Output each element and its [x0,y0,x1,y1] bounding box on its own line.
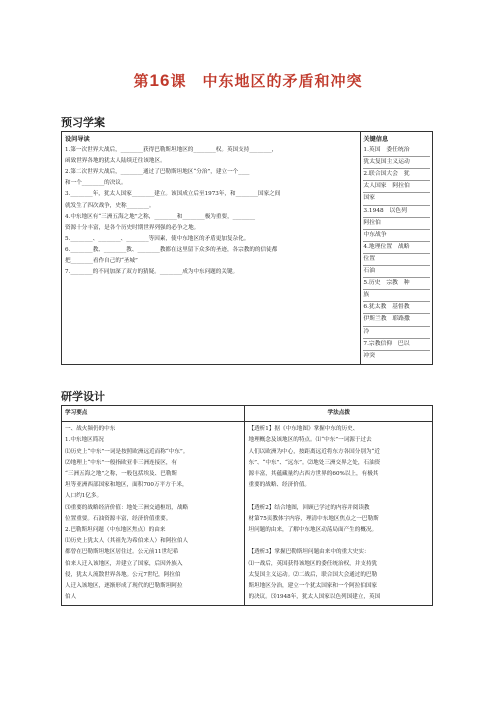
study-point-line: “三洲五海之地”之称，一般包括埃及、巴勒斯 [65,471,178,478]
study-tip-line [248,536,429,547]
study-point-line: ⑵地理上“中东”一般指欧亚非三洲连接区，有 [65,459,178,466]
preview-left-header: 设问导读 [65,136,90,143]
preview-question-line: 就发生了四次战争，史称________。 [65,202,155,209]
study-point-line: 人口约1亿多。 [65,493,103,500]
study-tip-line: 坦问题的由来，了解中东地区动荡局面产生的概况。 [248,527,378,534]
study-tip-line: 人们以欧洲为中心，按距离远近将东方各国分别为“近 [248,448,381,455]
study-table [61,405,433,606]
preview-key-info-line: 石油 [363,266,430,278]
study-right-cell [245,422,433,606]
study-tip-line: 【透析2】结合地图，回顾已学过的内容并阅读教 [248,504,370,511]
preview-question-line: 4.中东地区有“三洲五海之地”之称，________和________极为重要，________ [65,213,256,220]
preview-key-info-line: 太人国家 阿拉伯 [363,181,430,193]
lesson-title [0,70,496,91]
study-point-line: ⑶重要的战略经济价值：地处三洲交通枢纽，战略 [65,504,189,511]
preview-table [61,131,433,365]
preview-key-info-line: 犹太复国主义运动 [363,157,430,169]
preview-right-header: 关键信息 [363,136,389,143]
preview-question-line: 5.________、________、________等因素，使中东地区的矛盾更加复杂化。 [65,235,250,242]
preview-key-info-line: 6.犹太教 基督教 [363,302,430,314]
study-tip-line: 的决议。⑶1948年，犹太人国家以色列国建立，英国 [248,594,381,601]
preview-question-line: 把________看作自己的“圣城” [65,258,138,265]
study-point-line: 位置重要。石油资源丰富，经济价值重要。 [65,515,172,522]
study-right-header: 学法点拨 [245,406,433,422]
section-preview-heading: 预习学案 [61,116,105,129]
title-prefix: 第 [133,72,150,90]
preview-left-body [65,145,357,278]
study-tip-line [248,491,429,502]
preview-right-cell [361,132,433,365]
title-name: 中东地区的矛盾和冲突 [202,72,363,90]
preview-key-info-line: 7.宗教信仰 巴以 [363,339,430,351]
preview-right-body [363,145,430,362]
study-tip-line: 【透析3】掌握巴勒斯坦问题由来中的重大史实： [248,549,370,556]
study-tip-line: 【透析1】据《中东地图》掌握中东的历史、 [248,426,359,433]
preview-question-line: 函致世界各地的犹太人陆续迁往该地区。 [65,158,166,165]
preview-question-line: 1.第一次世界大战后，________获得巴勒斯坦地区的________权。英国支持________， [65,147,278,154]
preview-question-line: 3.________年，犹太人国家________建立。该国成立后至1973年，和________国家之间 [65,191,281,198]
preview-key-info-line: 3.1948 以色列 [363,206,430,218]
study-left-header: 学习要点 [62,406,245,422]
preview-question-line: 7.________的不同加深了双方的猜疑。________成为中东问题的关键。 [65,269,239,276]
preview-key-info-line: 中东战争 [363,230,430,242]
study-point-line: 1.中东地区简况 [65,437,104,444]
preview-question-line: 和一个________的决议。 [65,180,127,187]
preview-key-info-line: 5.历史 宗教 种 [363,278,430,290]
study-tip-line: 太复国主义运动。⑵二战后，联合国大会通过的巴勒 [248,571,378,578]
study-left-body [65,424,241,603]
preview-key-info-line: 阿拉伯 [363,218,430,230]
preview-key-info-line: 1.英国 委任统治 [363,145,430,157]
study-point-line: 一、战火频仍的中东 [65,426,116,433]
preview-key-info-line: 族 [363,290,430,302]
study-point-line: 伯来人迁入该地区，并建立了国家，后因外族入 [65,560,183,567]
study-point-line: 人迁入该地区，逐渐形成了现代的巴勒斯坦阿拉 [65,583,183,590]
study-point-line: 坦等亚洲西部国家和地区，面积700万平方千米， [65,482,188,489]
study-point-line: 都曾在巴勒斯坦地区居住过。公元前11世纪希 [65,549,179,556]
preview-key-info-line: 伊斯兰教 耶路撒 [363,314,430,326]
preview-question-line: 资源十分丰富，是各个历史时期世界列强的必争之地。 [65,224,200,231]
study-right-body [248,424,429,603]
preview-key-info-line: 国家 [363,193,430,205]
study-point-line: 侵，犹太人流散世界各地。公元7世纪，阿拉伯 [65,571,181,578]
study-point-line: 伯人 [65,594,77,601]
title-suffix: 课 [170,72,187,90]
study-left-cell [62,422,245,606]
preview-key-info-line: 2.联合国大会 犹 [363,169,430,181]
study-tip-line: ⑴一战后，英国获得该地区的委任统治权，并支持犹 [248,560,378,567]
study-point-line: ⑴历史上“中东”一词是按照欧洲远近而称“中东”。 [65,448,189,455]
study-tip-line: 地理概念及该地区的特点。⑴“中东”一词源于过去 [248,437,372,444]
study-tip-line: 斯坦地区分治，建立一个犹太国家和一个阿拉伯国家 [248,583,378,590]
study-tip-line: 源丰富，其蕴藏量约占西方世界的60%以上，有极其 [248,471,379,478]
study-tip-line: 重要的战略、经济价值。 [248,482,311,489]
preview-left-cell [62,132,361,365]
study-tip-line: 东”、“中东”、“远东”。⑵地处三洲交界之处，石油资 [248,459,381,466]
preview-key-info-line: 冲突 [363,352,376,359]
preview-key-info-line: 4.地理位置 战略 [363,242,430,254]
preview-key-info-line: 位置 [363,254,430,266]
title-number: 16 [149,71,171,90]
preview-key-info-line: 冷 [363,327,430,339]
section-study-heading: 研学设计 [61,390,105,403]
preview-question-line: 6.________教、________教、________教都在这里留下众多的圣迹，各宗教的的信徒都 [65,246,278,253]
study-tip-line: 材第75页教体字内容，理清中东地区焦点之一巴勒斯 [248,515,379,522]
preview-question-line: 2.第二次世界大战后，________通过了巴勒斯坦地区“分治”，建立一个____ [65,169,250,176]
study-point-line: 2.巴勒斯坦问题（中东地区焦点）的由来 [65,527,166,534]
study-point-line: ⑴历史上犹太人（其祖先为希伯来人）和阿拉伯人 [65,538,189,545]
